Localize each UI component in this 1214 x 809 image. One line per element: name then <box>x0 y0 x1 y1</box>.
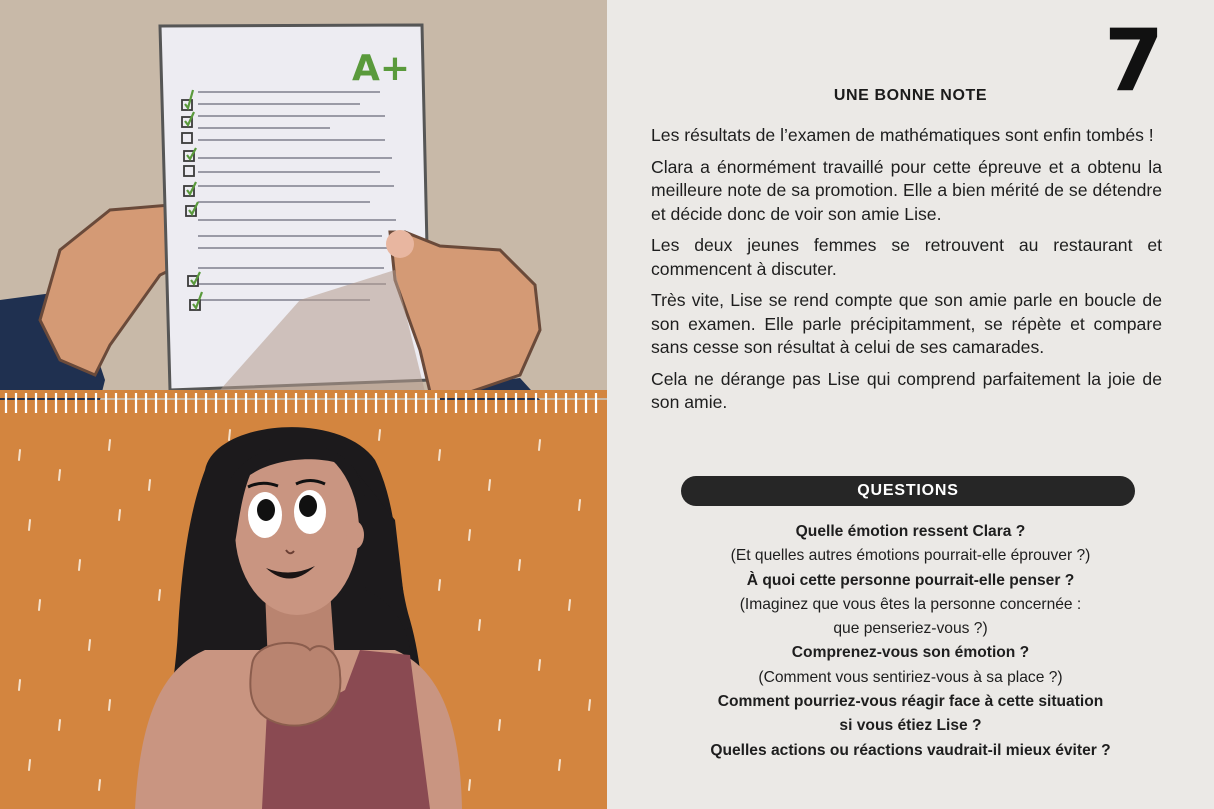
question-line: si vous étiez Lise ? <box>839 717 982 735</box>
question-line: Comprenez-vous son émotion ? <box>791 644 1030 662</box>
story-paragraph: Très vite, Lise se rend compte que son amie parle en boucle de son examen. Elle parle précipitamment, se répète et compare sans cesse son résultat à celui de ses camarades. <box>651 290 1162 357</box>
clara-scene <box>0 390 607 809</box>
question-line: (Et quelles autres émotions pourrait-elle éprouver ?) <box>730 547 1091 565</box>
question-line: Quelles actions ou réactions vaudrait-il mieux éviter ? <box>710 741 1111 759</box>
card-number: 7 <box>1104 11 1164 111</box>
story <box>651 124 1162 423</box>
questions-header: QUESTIONS <box>681 476 1135 506</box>
story-paragraph: Cela ne dérange pas Lise qui comprend parfaitement la joie de son amie. <box>651 368 1162 412</box>
questions-list <box>607 520 1214 763</box>
exam-scene <box>0 0 607 400</box>
question-line: Quelle émotion ressent Clara ? <box>795 523 1026 540</box>
story-paragraph: Clara a énormément travaillé pour cette épreuve et a obtenu la meilleure note de sa promotion. Elle a bien mérité de se détendre et décide donc de voir son amie Lise. <box>651 156 1162 224</box>
story-paragraph: Les résultats de l’examen de mathématiques sont enfin tombés ! <box>651 125 1154 145</box>
text-panel <box>607 0 1214 809</box>
card-title: UNE BONNE NOTE <box>833 87 988 104</box>
question-line: (Imaginez que vous êtes la personne concernée : <box>739 595 1082 613</box>
story-paragraph: Les deux jeunes femmes se retrouvent au restaurant et commencent à discuter. <box>651 235 1162 279</box>
question-line: Comment pourriez-vous réagir face à cette situation <box>717 693 1104 711</box>
question-line: À quoi cette personne pourrait-elle penser ? <box>746 571 1075 589</box>
question-line: (Comment vous sentiriez-vous à sa place ?) <box>758 668 1063 686</box>
grade-mark: A+ <box>352 48 411 89</box>
question-line: que penseriez-vous ?) <box>833 620 988 638</box>
